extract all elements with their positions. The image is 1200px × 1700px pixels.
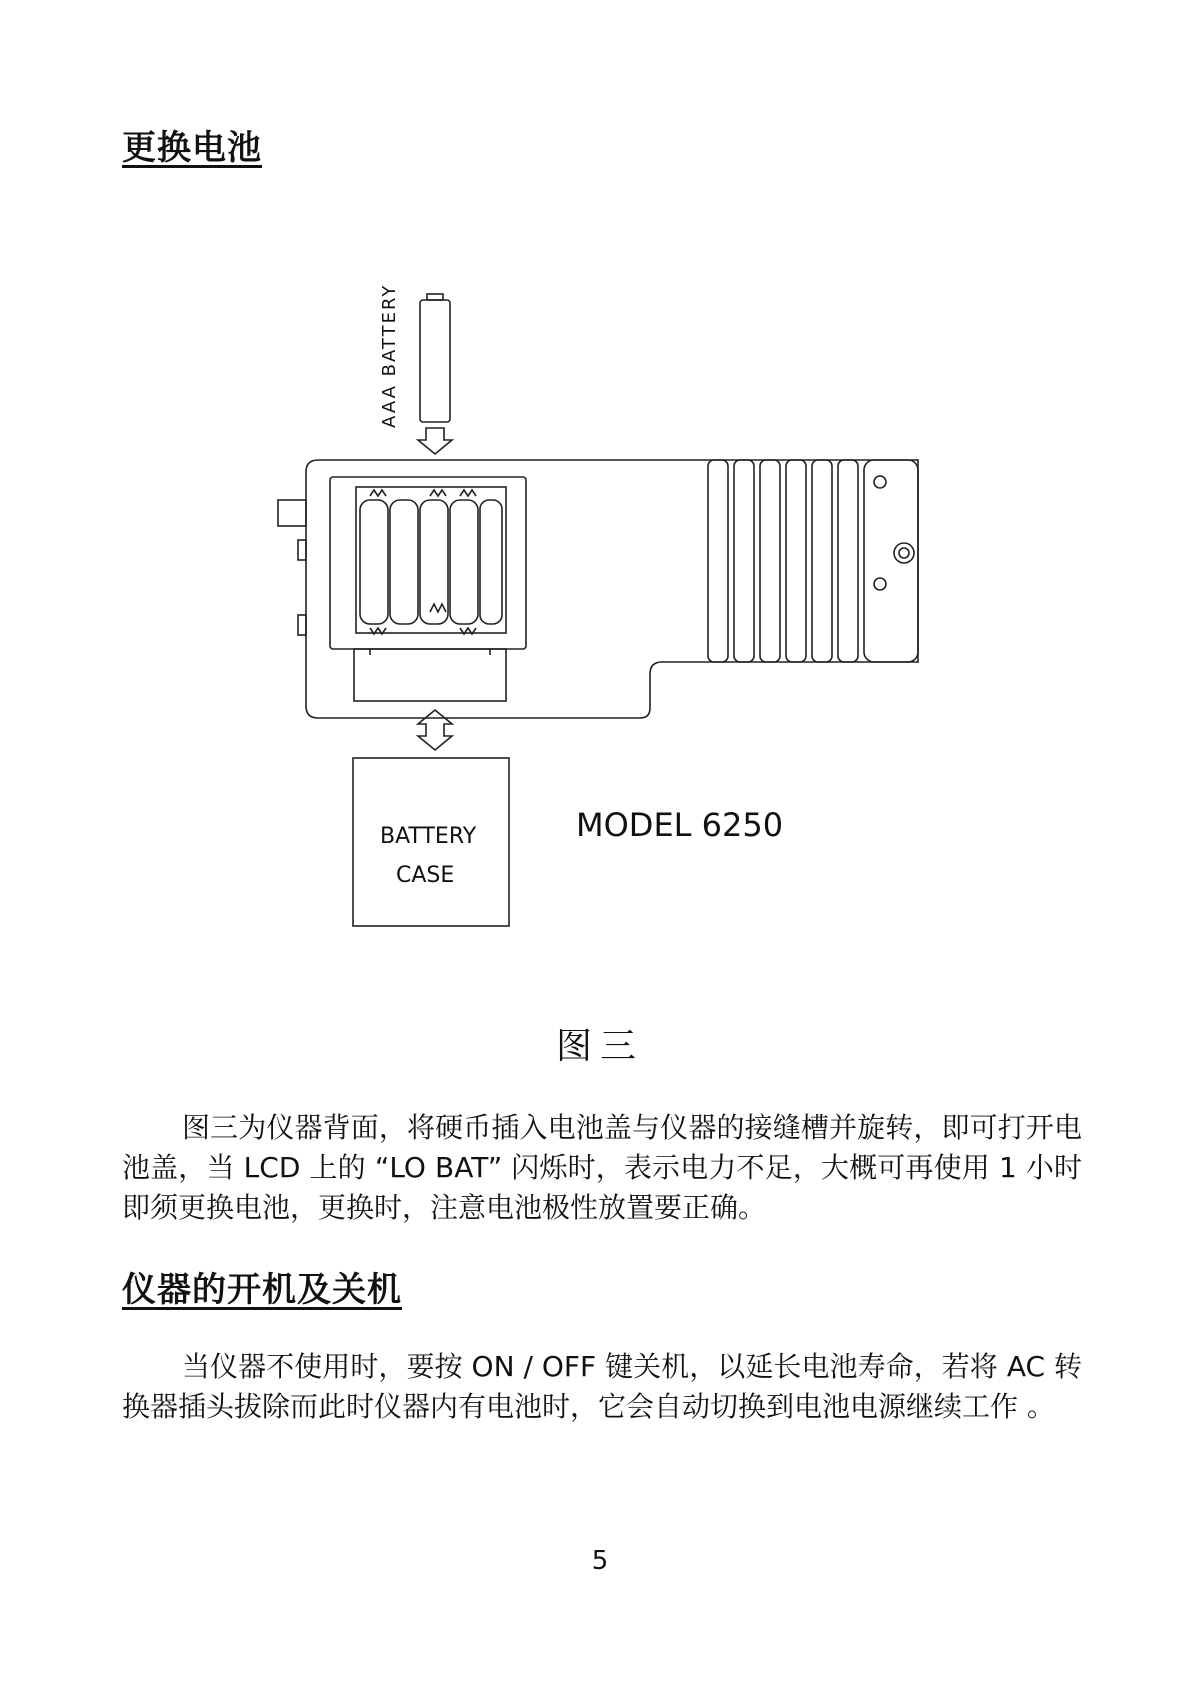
section-heading-battery-replacement: 更换电池 bbox=[122, 128, 262, 168]
power-on-off-paragraph: 当仪器不使用时，要按 ON / OFF 键关机，以延长电池寿命，若将 AC 转换器插头拔除而此时仪器内有电池时，它会自动切换到电池电源继续工作 。 bbox=[122, 1350, 1082, 1423]
screw-icon bbox=[894, 543, 914, 563]
page-number: 5 bbox=[591, 1546, 609, 1576]
screw-hole-bottom bbox=[874, 578, 886, 590]
aaa-battery-illustration bbox=[420, 294, 450, 422]
battery-cover-lip bbox=[354, 649, 506, 701]
down-arrow-icon bbox=[418, 428, 452, 454]
figure-caption: 图三 bbox=[555, 1026, 644, 1067]
battery-case-label-line1: BATTERY bbox=[380, 824, 477, 849]
aaa-battery-label: AAA BATTERY bbox=[379, 283, 400, 428]
model-label: MODEL 6250 bbox=[576, 806, 784, 844]
section-heading-power-on-off: 仪器的开机及关机 bbox=[122, 1270, 402, 1310]
side-connector bbox=[278, 500, 306, 526]
ribbed-grip bbox=[708, 460, 918, 662]
installed-batteries bbox=[360, 500, 502, 624]
battery-case-label-line2: CASE bbox=[396, 863, 455, 888]
double-arrow-icon bbox=[418, 710, 452, 750]
battery-replacement-paragraph: 图三为仪器背面，将硬币插入电池盖与仪器的接缝槽并旋转，即可打开电池盖，当 LCD 上的 “LO BAT” 闪烁时，表示电力不足，大概可再使用 1 小时即须更换电池，更换时，注意电池极性放置要正确。 bbox=[122, 1111, 1082, 1224]
screw-hole-top bbox=[874, 476, 886, 488]
instrument-body-outline bbox=[306, 460, 918, 718]
